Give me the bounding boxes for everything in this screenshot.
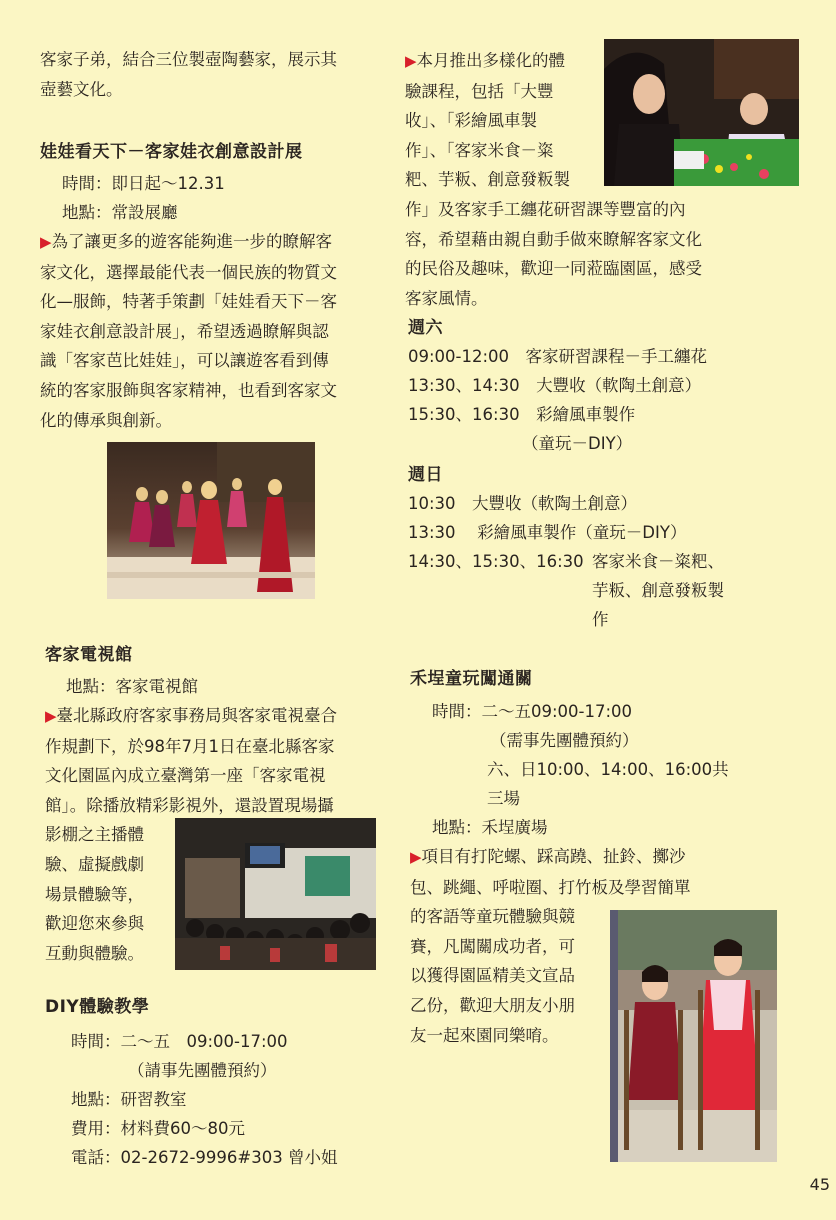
heping-weekend: 六、日10:00、14:00、16:00共: [487, 760, 729, 779]
doll-exhibit-time: 時間：即日起～12.31: [62, 174, 225, 193]
saturday-row-note: （童玩－DIY）: [522, 434, 633, 453]
saturday-row: 15:30、16:30 彩繪風車製作: [408, 405, 636, 424]
diy-phone: 電話：02-2672-9996#303 曾小姐: [71, 1148, 338, 1167]
left-column: [40, 45, 380, 104]
tv-museum-title: 客家電視館: [45, 645, 133, 665]
sunday-row: 13:30 彩繪風車製作（童玩－DIY）: [408, 523, 687, 542]
sunday-last-row: [408, 547, 753, 637]
heping-time-note: （需事先團體預約）: [490, 731, 639, 750]
doll-exhibit-photo: [107, 442, 315, 599]
diy-section: [45, 993, 385, 1172]
sunday-title: 週日: [408, 465, 443, 485]
doll-exhibit-desc: ▶為了讓更多的遊客能夠進一步的瞭解客 家文化，選擇最能代表一個民族的物質文 化—服飾，特著手策劃「娃娃看天下－客 家娃衣創意設計展」，希望透過瞭解與認 識「客家芭比娃娃」，可以讓遊客看到傳 統的客家服飾與客家精神，也看到客家文 化的傳承與創新。: [40, 232, 337, 430]
bullet-arrow-icon: ▶: [40, 233, 52, 251]
tv-museum-desc: ▶臺北縣政府客家事務局與客家電視臺合 作規劃下，於98年7月1日在臺北縣客家 文化園區內成立臺灣第一座「客家電視 館」。除播放精彩影視外，還設置現場攝 影棚之主播體 驗、虛擬戲劇 場景體驗等， 歡迎您來參與 互動與體驗。: [45, 706, 338, 963]
intro-line-2: 壺藝文化。: [40, 79, 123, 99]
bullet-arrow-icon: ▶: [410, 848, 422, 866]
craft-class-photo: [604, 39, 799, 186]
saturday-row: 13:30、14:30 大豐收（軟陶土創意）: [408, 376, 702, 395]
intro-line-1: 客家子弟，結合三位製壺陶藝家，展示其: [40, 50, 337, 69]
heping-place: 地點：禾埕廣場: [432, 818, 548, 837]
tv-studio-image: [175, 818, 376, 970]
craft-class-image: [604, 39, 799, 186]
diy-time-note: （請事先團體預約）: [128, 1061, 277, 1080]
saturday-schedule: [408, 314, 748, 458]
heping-weekend-2: 三場: [487, 789, 520, 808]
saturday-title: 週六: [408, 318, 443, 338]
heping-time: 時間：二～五09:00-17:00: [432, 702, 633, 721]
doll-exhibit-place: 地點：常設展廳: [62, 203, 178, 222]
bullet-arrow-icon: ▶: [45, 707, 57, 725]
kids-stilts-photo: [610, 910, 777, 1162]
doll-display-image: [107, 442, 315, 599]
saturday-row: 09:00-12:00 客家研習課程－手工纏花: [408, 347, 708, 366]
page-number: 45: [809, 1175, 830, 1194]
tv-museum-photo: [175, 818, 376, 970]
diy-time: 時間：二～五 09:00-17:00: [71, 1032, 288, 1051]
bullet-arrow-icon: ▶: [405, 52, 417, 70]
doll-exhibit-section: [40, 138, 385, 435]
sunday-last-items: 客家米食－粢粑、 芋粄、創意發粄製 作: [592, 552, 724, 629]
tv-museum-place: 地點：客家電視館: [66, 677, 198, 696]
courses-desc: ▶本月推出多樣化的體 驗課程，包括「大豐 收」、「彩繪風車製 作」、「客家米食－粢 粑、芋粄、創意發粄製 作」及客家手工纏花研習課等豐富的內 容，希望藉由親自動手做來瞭解客家文化 的民俗及趣味，歡迎一同蒞臨園區，感受 客家風情。: [405, 51, 702, 308]
diy-fee: 費用：材料費60～80元: [71, 1119, 245, 1138]
sunday-row: 10:30 大豐收（軟陶土創意）: [408, 494, 638, 513]
diy-title: DIY體驗教學: [45, 997, 150, 1017]
sunday-schedule: [408, 461, 753, 637]
kids-stilts-image: [610, 910, 777, 1162]
doll-exhibit-title: 娃娃看天下－客家娃衣創意設計展: [40, 142, 303, 162]
heping-desc: ▶項目有打陀螺、踩高蹺、扯鈴、擲沙 包、跳繩、呼啦圈、打竹板及學習簡單 的客語等童玩體驗與競 賽，凡闖關成功者，可 以獲得園區精美文宣品 乙份，歡迎大朋友小朋 友一起來園同樂唷。: [410, 847, 691, 1045]
sunday-last-time: 14:30、15:30、16:30: [408, 552, 584, 571]
heping-title: 禾埕童玩闖通關: [410, 669, 533, 689]
diy-place: 地點：研習教室: [71, 1090, 187, 1109]
